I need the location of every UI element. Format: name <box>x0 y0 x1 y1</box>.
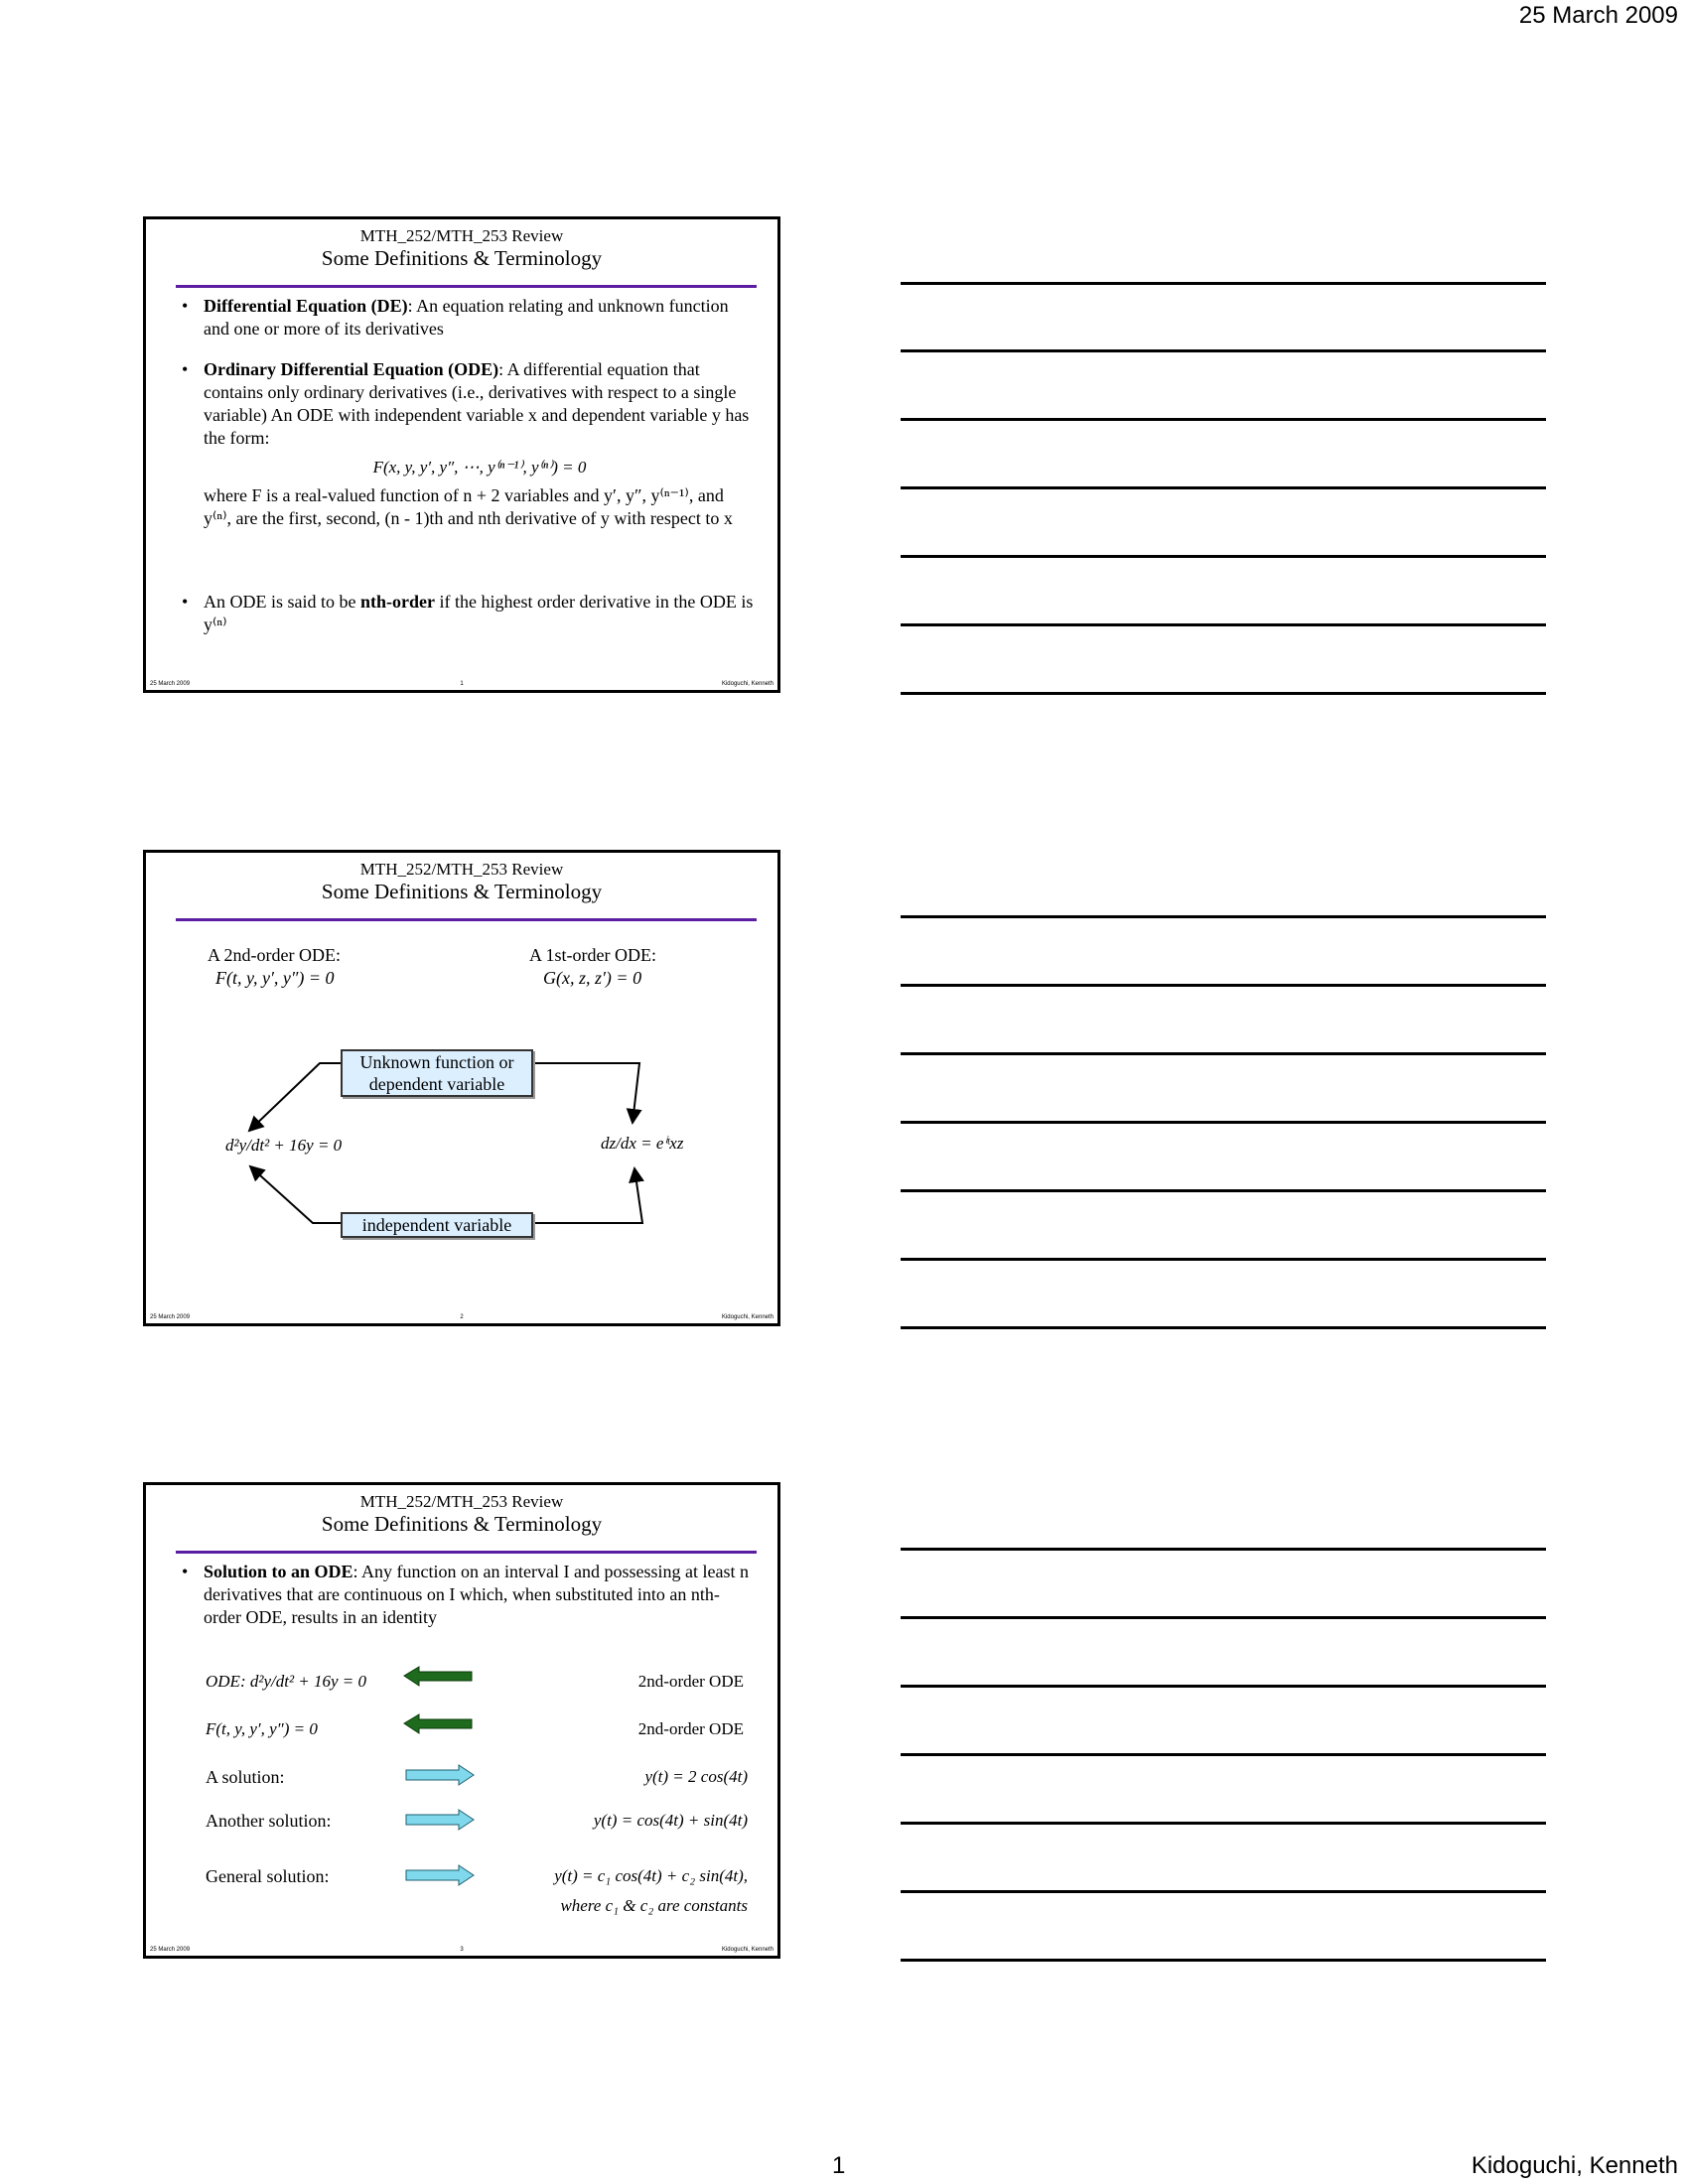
note-line <box>901 692 1546 695</box>
term-order: nth-order <box>359 592 435 612</box>
slide-title: Some Definitions & Terminology <box>321 246 603 270</box>
arrow-to-y <box>249 1063 341 1131</box>
note-line <box>901 1753 1546 1756</box>
bullet-solution: • Solution to an ODE: Any function on an interval I and possessing at least n derivatives that are continuous on I which, when substituted into an nth-order ODE, results in an identity <box>182 1562 749 1627</box>
note-line <box>901 1616 1546 1619</box>
def-ode: : A differential equation that contains only ordinary derivatives (i.e., derivatives with respect to a single variable) An ODE with independent variable x and dependent variable y has the form: <box>204 359 750 448</box>
first-order-label: A 1st-order ODE: G(x, z, z′) = 0 <box>529 945 656 988</box>
arrow-to-z <box>531 1063 639 1123</box>
slide-course: MTH_252/MTH_253 Review <box>359 860 564 879</box>
slide-header <box>146 225 777 271</box>
slide-course: MTH_252/MTH_253 Review <box>359 226 564 245</box>
note-line <box>901 1959 1546 1962</box>
light-arrow-right-2 <box>406 1810 474 1830</box>
ode-general-form: F(x, y, y′, y″, ⋯, y⁽ⁿ⁻¹⁾, y⁽ⁿ⁾) = 0 <box>372 458 587 477</box>
def-de: : An equation relating and unknown function and one or more of its derivatives <box>204 296 729 339</box>
note-line <box>901 418 1546 421</box>
page-number: 1 <box>832 2152 846 2179</box>
row-5-right-note: where c₁ & c₂ are constants <box>560 1896 748 1915</box>
note-line <box>901 282 1546 285</box>
solution-arrows <box>146 1485 777 1956</box>
note-line <box>901 1052 1546 1055</box>
term-de: Differential Equation (DE) <box>204 296 408 316</box>
note-line <box>901 1685 1546 1688</box>
slide-title: Some Definitions & Terminology <box>321 1512 603 1536</box>
note-line <box>901 555 1546 558</box>
bullet-de: • Differential Equation (DE): An equation relating and unknown function and one or more of its derivatives <box>182 296 729 339</box>
dark-arrow-left-1 <box>404 1667 472 1686</box>
note-line <box>901 1822 1546 1825</box>
page-author: Kidoguchi, Kenneth <box>1471 2152 1678 2179</box>
slide-title: Some Definitions & Terminology <box>321 880 603 903</box>
def-solution: : Any function on an interval I and possessing at least n derivatives that are continuous on I which, when substituted into an nth-order ODE, results in an identity <box>204 1562 749 1627</box>
dark-arrow-left-2 <box>404 1714 472 1733</box>
slide-1 <box>143 216 780 693</box>
note-line <box>901 1548 1546 1551</box>
note-line <box>901 1189 1546 1192</box>
slide-2 <box>143 850 780 1326</box>
note-line <box>901 623 1546 626</box>
arrow-to-x <box>531 1168 642 1223</box>
bullet-order: • An ODE is said to be nth-order if the highest order derivative in the ODE is y⁽ⁿ⁾ <box>182 592 754 634</box>
slide-footer: 25 March 2009 1 Kidoguchi, Kenneth <box>150 681 774 687</box>
row-3-right: y(t) = 2 cos(4t) <box>644 1767 748 1786</box>
note-line <box>901 349 1546 352</box>
note-line <box>901 1326 1546 1329</box>
note-line <box>901 984 1546 987</box>
slide-footer: 25 March 2009 3 Kidoguchi, Kenneth <box>150 1947 774 1953</box>
note-line <box>901 1258 1546 1261</box>
row-2-left: F(t, y, y′, y″) = 0 <box>206 1719 318 1738</box>
equation-right: dz/dx = eⁱᵗxz <box>601 1134 684 1153</box>
light-arrow-right-3 <box>406 1865 474 1885</box>
note-line <box>901 1121 1546 1124</box>
row-5-left: General solution: <box>206 1866 330 1886</box>
slide-footer: 25 March 2009 2 Kidoguchi, Kenneth <box>150 1314 774 1320</box>
second-order-label: A 2nd-order ODE: F(t, y, y′, y″) = 0 <box>208 945 341 988</box>
arrow-to-t <box>250 1166 341 1223</box>
box-dependent-variable: Unknown function or dependent variable <box>341 1049 533 1097</box>
row-2-right: 2nd-order ODE <box>637 1719 744 1738</box>
term-solution: Solution to an ODE <box>204 1562 353 1581</box>
row-1-left: ODE: d²y/dt² + 16y = 0 <box>206 1672 367 1691</box>
header-date: 25 March 2009 <box>1518 2 1678 29</box>
term-ode: Ordinary Differential Equation (ODE) <box>204 359 499 379</box>
slide-3 <box>143 1482 780 1959</box>
note-line <box>901 1890 1546 1893</box>
row-1-right: 2nd-order ODE <box>637 1672 744 1691</box>
light-arrow-right-1 <box>406 1765 474 1785</box>
row-4-left: Another solution: <box>206 1811 332 1831</box>
bullet-ode: • Ordinary Differential Equation (ODE): A differential equation that contains only ordinary derivatives (i.e., derivatives with respect to a single variable) An ODE with independent variable x and dependent variable y has the form: F(x, y, y′, y″, ⋯, y⁽ⁿ⁻¹⁾, y⁽ⁿ⁾) = 0 where F is a real-valued function of n + 2 variables and y′, y″, y⁽ⁿ⁻¹⁾, and y⁽ⁿ⁾, are the first, second, (n - 1)th and nth derivative of y with respect to x <box>176 358 756 530</box>
equation-left: d²y/dt² + 16y = 0 <box>225 1136 343 1155</box>
row-4-right: y(t) = cos(4t) + sin(4t) <box>593 1811 748 1830</box>
note-line <box>901 915 1546 918</box>
box-independent-variable: independent variable <box>341 1212 533 1238</box>
row-5-right: y(t) = c₁ cos(4t) + c₂ sin(4t), <box>554 1866 748 1885</box>
note-line <box>901 486 1546 489</box>
slide-course: MTH_252/MTH_253 Review <box>359 1492 564 1511</box>
ode-explanation: where F is a real-valued function of n + 2 variables and y′, y″, y⁽ⁿ⁻¹⁾, and y⁽ⁿ⁾, are the first, second, (n - 1)th and nth derivative of y with respect to x <box>204 485 733 528</box>
row-3-left: A solution: <box>206 1767 285 1787</box>
title-rule <box>176 285 757 288</box>
